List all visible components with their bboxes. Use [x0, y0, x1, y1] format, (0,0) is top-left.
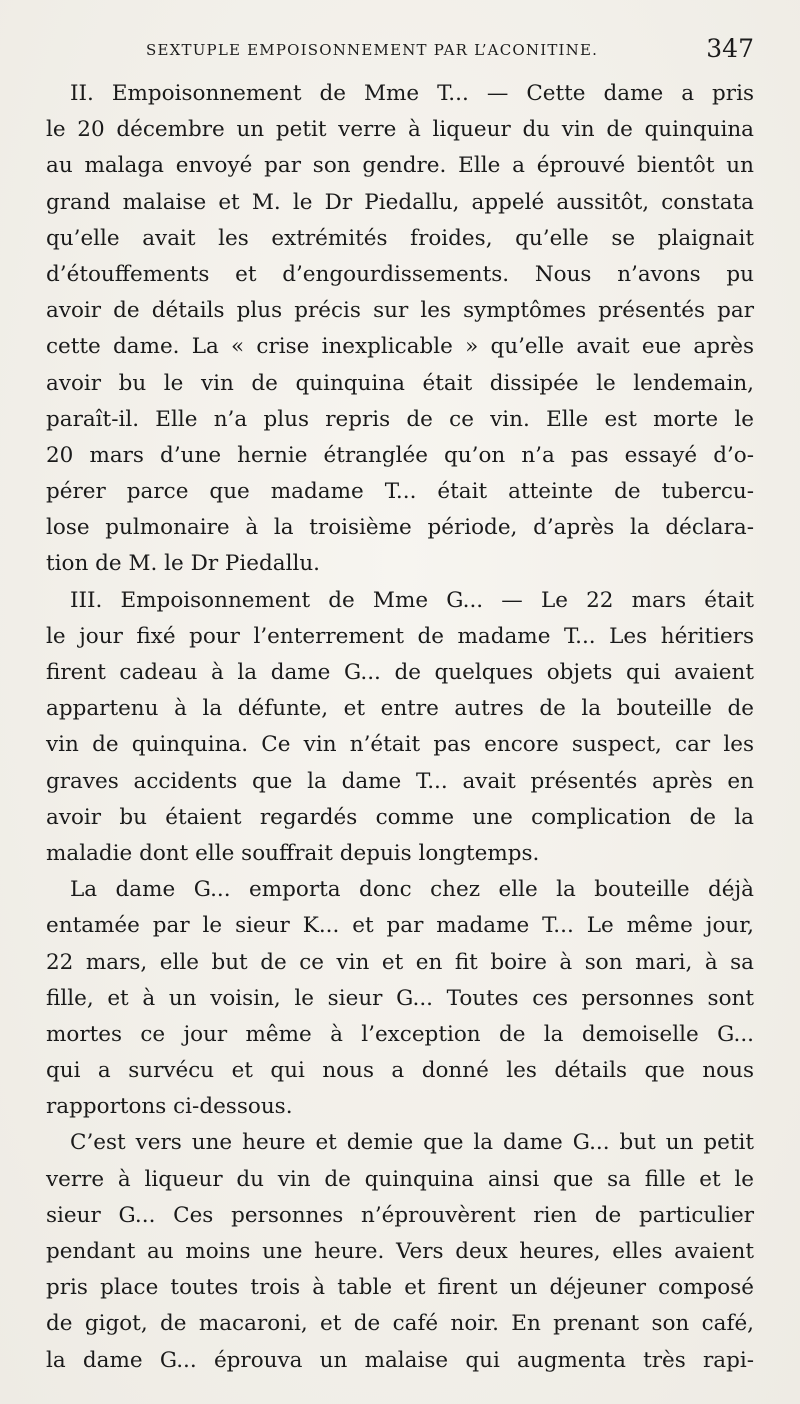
- text-line: sieur G... Ces personnes n’éprouvèrent rien de particulier: [46, 1202, 754, 1228]
- text-line: qui a survécu et qui nous a donné les détails que nous: [46, 1058, 754, 1084]
- text-line: lose pulmonaire à la troisième période, d’après la déclara-: [46, 515, 754, 541]
- text-line: pris place toutes trois à table et firent un déjeuner composé: [46, 1275, 754, 1301]
- page-number: 347: [706, 34, 754, 63]
- text-line: la dame G... éprouva un malaise qui augmenta très rapi-: [46, 1347, 754, 1373]
- text-line: avoir bu le vin de quinquina était dissipée le lendemain,: [46, 370, 754, 396]
- text-line: pendant au moins une heure. Vers deux heures, elles avaient: [46, 1239, 754, 1264]
- text-line: vin de quinquina. Ce vin n’était pas encore suspect, car les: [46, 732, 754, 758]
- text-line: pérer parce que madame T... était atteinte de tubercu-: [46, 479, 754, 505]
- text-line: qu’elle avait les extrémités froides, qu’elle se plaignait: [46, 225, 754, 251]
- text-line: appartenu à la défunte, et entre autres de la bouteille de: [46, 696, 754, 722]
- text-line: tion de M. le Dr Piedallu.: [46, 551, 321, 577]
- text-line: grand malaise et M. le Dr Piedallu, appelé aussitôt, constata: [46, 189, 754, 215]
- running-title: SEXTUPLE EMPOISONNEMENT PAR L’ACONITINE.: [146, 41, 599, 59]
- text-line: au malaga envoyé par son gendre. Elle a éprouvé bientôt un: [46, 153, 754, 179]
- text-line: II. Empoisonnement de Mme T... — Cette dame a pris: [70, 81, 754, 106]
- text-line: avoir de détails plus précis sur les symptômes présentés par: [46, 298, 754, 324]
- text-line: C’est vers une heure et demie que la dame G... but un petit: [70, 1130, 754, 1156]
- text-line: firent cadeau à la dame G... de quelques objets qui avaient: [46, 660, 754, 685]
- text-line: 22 mars, elle but de ce vin et en fit boire à son mari, à sa: [46, 949, 754, 975]
- paragraph-4: [46, 1125, 754, 1378]
- paragraph-3: [46, 872, 754, 1125]
- text-line: verre à liqueur du vin de quinquina ainsi que sa fille et le: [46, 1166, 754, 1192]
- text-line: cette dame. La « crise inexplicable » qu’elle avait eue après: [46, 334, 754, 360]
- text-line: La dame G... emporta donc chez elle la bouteille déjà: [70, 877, 754, 903]
- body-text: [46, 76, 754, 1379]
- text-line: paraît-il. Elle n’a plus repris de ce vin. Elle est morte le: [46, 406, 754, 432]
- text-line: avoir bu étaient regardés comme une complication de la: [46, 804, 754, 830]
- text-line: graves accidents que la dame T... avait présentés après en: [46, 768, 754, 794]
- text-line: d’étouffements et d’engourdissements. Nous n’avons pu: [46, 261, 754, 287]
- text-line: fille, et à un voisin, le sieur G... Toutes ces personnes sont: [46, 985, 754, 1011]
- text-line: maladie dont elle souffrait depuis longtemps.: [46, 840, 540, 866]
- text-line: 20 mars d’une hernie étranglée qu’on n’a pas essayé d’o-: [46, 442, 754, 468]
- paragraph-1: [46, 76, 754, 583]
- text-line: entamée par le sieur K... et par madame T... Le même jour,: [46, 913, 754, 939]
- page-header: [46, 34, 754, 68]
- paragraph-2: [46, 583, 754, 873]
- text-line: mortes ce jour même à l’exception de la demoiselle G...: [46, 1021, 754, 1047]
- text-line: le 20 décembre un petit verre à liqueur du vin de quinquina: [46, 117, 754, 143]
- text-line: de gigot, de macaroni, et de café noir. En prenant son café,: [46, 1311, 754, 1337]
- text-line: rapportons ci-dessous.: [46, 1094, 293, 1120]
- text-line: le jour fixé pour l’enterrement de madame T... Les héritiers: [46, 623, 754, 649]
- text-line: III. Empoisonnement de Mme G... — Le 22 mars était: [70, 587, 754, 613]
